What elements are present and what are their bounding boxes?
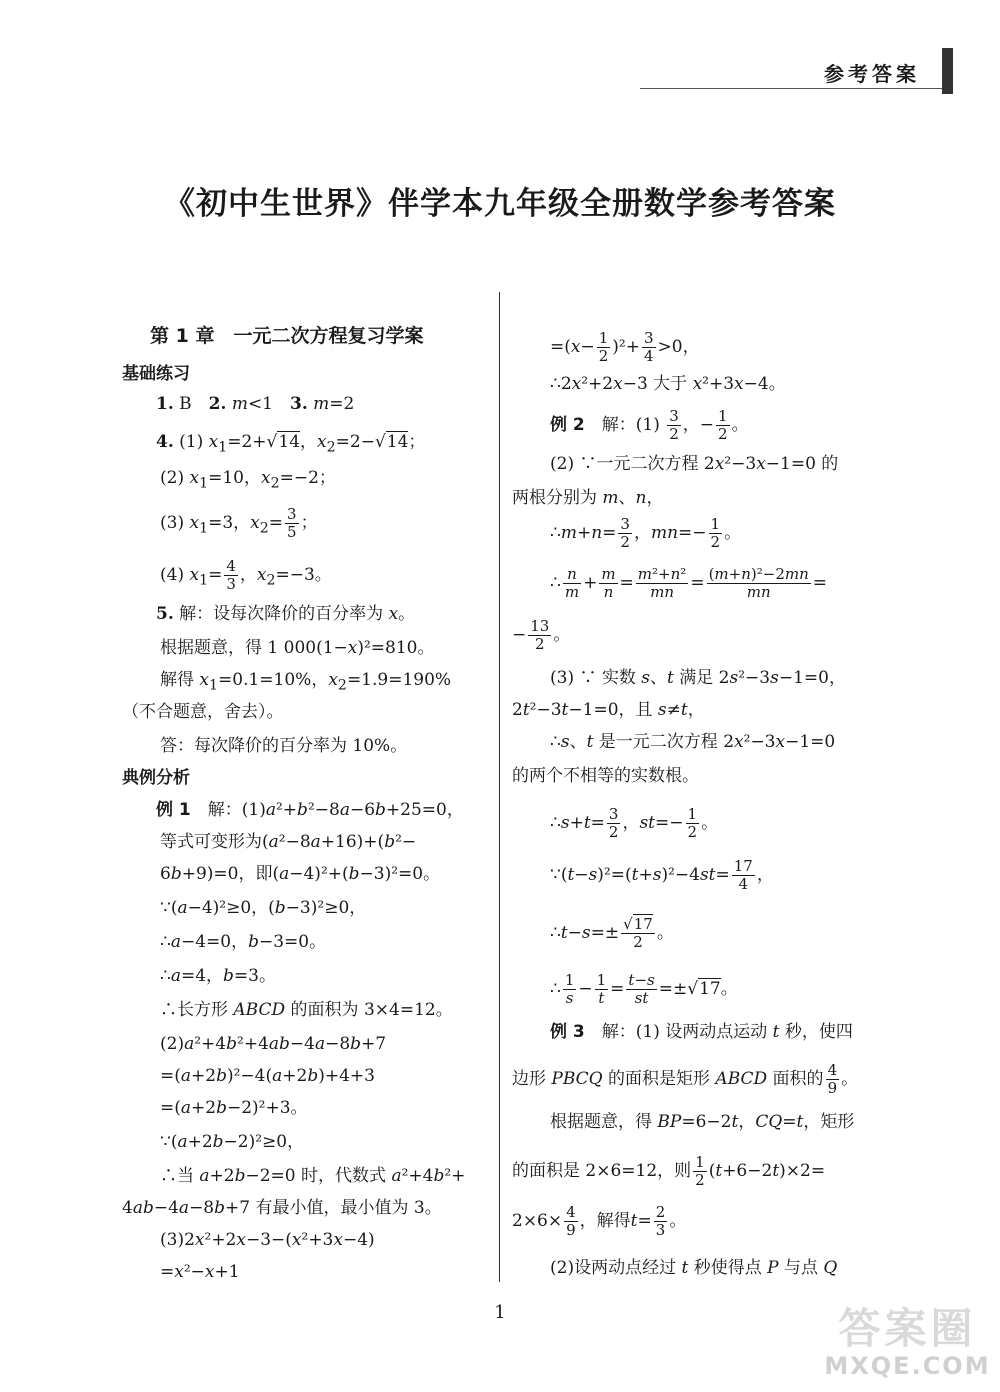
answer-line: 例 2 解：(1) $\frac{3}{2}$ ，− $\frac{1}{2}$ 。 xyxy=(550,407,749,443)
example-label: 例 3 xyxy=(550,1022,585,1042)
answer-line: 1. B 2. m<1 3. m=2 xyxy=(156,394,355,414)
section-typical: 典例分析 xyxy=(122,768,190,788)
watermark-url: MXQE.COM xyxy=(824,1352,991,1380)
answer-line: ∴s、t 是一元二次方程 2x²−3x−1=0 xyxy=(550,732,836,752)
answer-line: ∴s+t= $\frac{3}{2}$ ，st=− $\frac{1}{2}$ 。 xyxy=(550,805,719,841)
example-label: 例 1 xyxy=(156,800,191,820)
answer-line: ∴a=4，b=3。 xyxy=(160,966,276,986)
answer-line: ∴当 a+2b−2=0 时，代数式 a²+4b²+ xyxy=(160,1166,466,1186)
answer-line: 解得 $x_1=0.1=10\%$，$x_2=1.9=190\%$ xyxy=(160,670,452,694)
answer-line: (3) ∵ 实数 s、t 满足 2s²−3s−1=0， xyxy=(550,668,846,688)
answer-line: ∵(a−4)²≥0，(b−3)²≥0， xyxy=(160,898,367,918)
answer-line: − $\frac{13}{2}$ 。 xyxy=(512,617,571,653)
answer-line: 5. 解：设每次降价的百分率为 x。 xyxy=(156,604,416,624)
answer-line: 4ab−4a−8b+7 有最小值，最小值为 3。 xyxy=(122,1198,442,1218)
header-bar xyxy=(942,48,953,94)
answer-line: (4) $x_1=$ $\frac{4}{3}$ ，$x_2=-3$。 xyxy=(160,557,332,593)
answer-line: (2)a²+4b²+4ab−4a−8b+7 xyxy=(160,1034,387,1054)
answer-line: =(a+2b−2)²+3。 xyxy=(160,1098,308,1118)
chapter-heading: 第 1 章 一元二次方程复习学案 xyxy=(150,325,424,347)
answer-line: 等式可变形为(a²−8a+16)+(b²− xyxy=(160,832,417,852)
answer-line: (3) $x_1=3$，$x_2=$ $\frac{3}{5}$ ； xyxy=(160,505,318,541)
answer-line: (2)设两动点经过 t 秒使得点 P 与点 Q xyxy=(550,1258,838,1278)
section-basic: 基础练习 xyxy=(122,364,190,384)
answer-line: 的两个不相等的实数根。 xyxy=(512,766,699,786)
answer-line: (2) $x_1=10$，$x_2=-2$； xyxy=(160,468,336,492)
answer-line: 例 3 解：(1) 设两动点运动 t 秒，使四 xyxy=(550,1022,853,1042)
answer-line: (3)2x²+2x−3−(x²+3x−4) xyxy=(160,1230,375,1250)
answer-line: ∵(a+2b−2)²≥0， xyxy=(160,1132,305,1152)
answer-line: 例 1 解：(1)a²+b²−8a−6b+25=0， xyxy=(156,800,464,820)
answer-line: ∴ $\frac{n}{m}$ + $\frac{m}{n}$ = $\frac{\text{m²+n²}}{mn}$ = $\frac{\text{(m+n)²−2mn}}{mn}$ = xyxy=(550,565,828,601)
answer-line: （不合题意，舍去）。 xyxy=(122,702,284,722)
watermark-text: 答案圈 xyxy=(838,1304,977,1353)
example-label: 例 2 xyxy=(550,415,585,435)
answer-line: =(a+2b)²−4(a+2b)+4+3 xyxy=(160,1066,375,1086)
answer-line: ∴a−4=0，b−3=0。 xyxy=(160,932,327,952)
answer-line: ∴m+n= $\frac{3}{2}$ ，mn=− $\frac{1}{2}$ 。 xyxy=(550,515,742,551)
answer-line: 的面积是 2×6=12，则 $\frac{1}{2}$ (t+6−2t)×2= xyxy=(512,1153,826,1189)
answer-line: =(x− $\frac{1}{2}$ )²+ $\frac{3}{4}$ >0， xyxy=(550,329,700,365)
answer-line: 2×6× $\frac{4}{9}$ ，解得t= $\frac{2}{3}$ 。 xyxy=(512,1203,687,1239)
header-label: 参考答案 xyxy=(824,62,920,86)
column-divider xyxy=(499,292,500,1282)
answer-line: 答：每次降价的百分率为 10%。 xyxy=(160,736,408,756)
answer-line: 根据题意，得 BP=6−2t，CQ=t，矩形 xyxy=(550,1112,855,1132)
answer-line: =x²−x+1 xyxy=(160,1262,240,1282)
answer-line: (2) ∵一元二次方程 2x²−3x−1=0 的 xyxy=(550,454,839,474)
answer-line: 根据题意，得 1 000(1−x)²=810。 xyxy=(160,638,435,658)
answer-line: 4. (1) $x_1=2+√14$，$x_2=2-√14$； xyxy=(156,432,426,456)
answer-line: 6b+9)=0，即(a−4)²+(b−3)²=0。 xyxy=(160,864,441,884)
header-rule xyxy=(640,88,942,89)
answer-line: 2t²−3t−1=0，且 s≠t， xyxy=(512,700,705,720)
watermark-logo xyxy=(820,1296,995,1386)
answer-line: ∴ $\frac{1}{s}$ − $\frac{1}{t}$ = $\frac{t-s}{st}$ =±√17。 xyxy=(550,971,738,1007)
answer-line: ∴2x²+2x−3 大于 x²+3x−4。 xyxy=(550,374,786,394)
answer-line: ∴长方形 ABCD 的面积为 3×4=12。 xyxy=(160,1000,453,1020)
answer-line: 两根分别为 m、n， xyxy=(512,488,664,508)
answer-line: ∴t−s=± $\frac{√17}{2}$ 。 xyxy=(550,915,674,951)
page-title: 《初中生世界》伴学本九年级全册数学参考答案 xyxy=(164,186,836,222)
page-number: 1 xyxy=(494,1302,506,1323)
answer-line: ∵(t−s)²=(t+s)²−4st= $\frac{17}{4}$ ， xyxy=(550,857,774,893)
answer-line: 边形 PBCQ 的面积是矩形 ABCD 面积的 $\frac{4}{9}$ 。 xyxy=(512,1061,859,1097)
